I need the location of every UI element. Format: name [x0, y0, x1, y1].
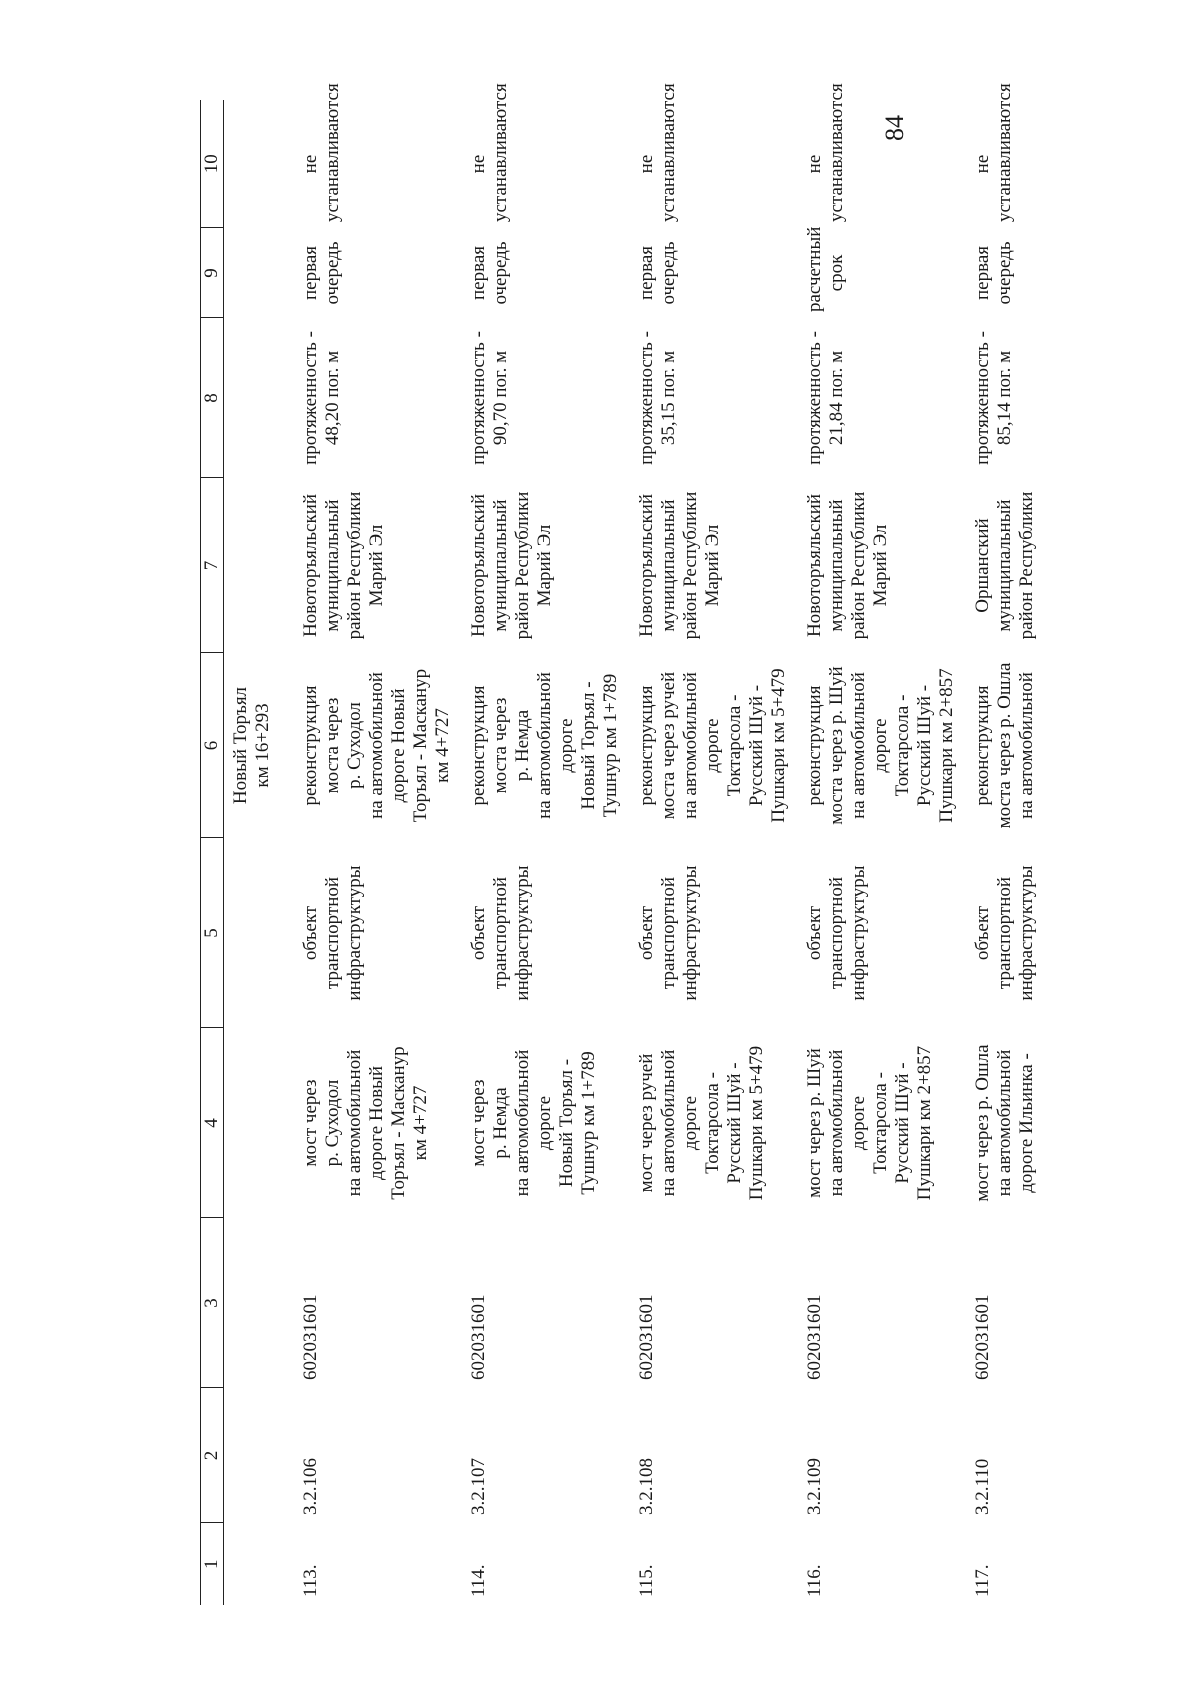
row-location: Новоторъяльский муниципальный район Республики Марий Эл	[636, 491, 723, 640]
row-characteristic: протяженность - 35,15 пог. м	[636, 331, 679, 465]
row-zones: не устанавливаются	[804, 83, 847, 222]
header-col-10: 10	[201, 100, 224, 228]
header-row	[201, 100, 224, 1605]
row-term: первая очередь	[300, 241, 343, 305]
header-col-6: 6	[201, 653, 224, 838]
rotated-table-wrapper	[200, 83, 1200, 1605]
row-code: 3.2.109	[804, 1458, 825, 1515]
row-term: первая очередь	[972, 241, 1015, 305]
continuation-row	[224, 100, 287, 1605]
row-zones: не устанавливаются	[636, 83, 679, 222]
row-term: первая очередь	[468, 241, 511, 305]
row-code: 3.2.110	[972, 1458, 993, 1515]
row-characteristic: протяженность - 48,20 пог. м	[300, 331, 343, 465]
row-code: 3.2.108	[636, 1458, 657, 1515]
row-oktmo: 602031601	[468, 1294, 489, 1380]
row-object-name: мост через р. Ошла на автомобильной дороге Ильинка -	[972, 1044, 1037, 1202]
row-zones: не устанавливаются	[468, 83, 511, 222]
row-object-type: объект транспортной инфраструктуры	[636, 865, 701, 1001]
row-characteristic: протяженность - 85,14 пог. м	[972, 331, 1015, 465]
header-col-4: 4	[201, 1028, 224, 1218]
row-object-name: мост через р. Немда на автомобильной дороге Новый Торъял - Тушнур км 1+789	[468, 1049, 599, 1197]
header-col-7: 7	[201, 478, 224, 653]
row-location: Оршанский муниципальный район Республики	[972, 491, 1037, 640]
row-number: 114.	[468, 1564, 489, 1597]
table-row	[958, 100, 1084, 1605]
row-oktmo: 602031601	[972, 1294, 993, 1380]
row-number: 115.	[636, 1564, 657, 1597]
row-code: 3.2.106	[300, 1458, 321, 1515]
table-row	[286, 100, 454, 1605]
objects-table	[200, 83, 1084, 1605]
row-number: 113.	[300, 1564, 321, 1597]
row-code: 3.2.107	[468, 1458, 489, 1515]
row-location: Новоторъяльский муниципальный район Республики Марий Эл	[300, 491, 387, 640]
continuation-cell: Новый Торъял км 16+293	[230, 686, 273, 805]
row-object-name: мост через р. Суходол на автомобильной дороге Новый Торъял - Масканур км 4+727	[300, 1046, 431, 1200]
row-purpose: реконструкция моста через р. Суходол на автомобильной дороге Новый Торъял - Масканур км 4+727	[300, 668, 453, 823]
row-purpose: реконструкция моста через р. Немда на автомобильной дороге Новый Торъял - Тушнур км 1+789	[468, 672, 621, 819]
row-object-type: объект транспортной инфраструктуры	[804, 865, 869, 1001]
header-col-1: 1	[201, 1523, 224, 1605]
row-zones: не устанавливаются	[972, 83, 1015, 222]
row-number: 116.	[804, 1564, 825, 1597]
header-col-9: 9	[201, 228, 224, 318]
row-object-type: объект транспортной инфраструктуры	[468, 865, 533, 1001]
table-row	[454, 100, 622, 1605]
table-row	[790, 100, 958, 1605]
row-purpose: реконструкция моста через ручей на автомобильной дороге Токтарсола - Русский Шуй - Пушкари км 5+479	[636, 668, 789, 823]
row-characteristic: протяженность - 21,84 пог. м	[804, 331, 847, 465]
row-purpose: реконструкция моста через р. Шуй на автомобильной дороге Токтарсола - Русский Шуй - Пушкари км 2+857	[804, 666, 957, 825]
table-row	[622, 100, 790, 1605]
row-term: первая очередь	[636, 241, 679, 305]
row-oktmo: 602031601	[300, 1294, 321, 1380]
row-purpose: реконструкция моста через р. Ошла на автомобильной	[972, 662, 1037, 829]
header-col-8: 8	[201, 318, 224, 478]
row-location: Новоторъяльский муниципальный район Республики Марий Эл	[804, 491, 891, 640]
page-number: 84	[880, 115, 909, 141]
row-location: Новоторъяльский муниципальный район Республики Марий Эл	[468, 491, 555, 640]
row-oktmo: 602031601	[804, 1294, 825, 1380]
row-term: расчетный срок	[804, 226, 847, 312]
row-zones: не устанавливаются	[300, 83, 343, 222]
row-object-name: мост через ручей на автомобильной дороге Токтарсола - Русский Шуй - Пушкари км 5+479	[636, 1045, 767, 1201]
row-object-type: объект транспортной инфраструктуры	[972, 865, 1037, 1001]
row-object-type: объект транспортной инфраструктуры	[300, 865, 365, 1001]
row-characteristic: протяженность - 90,70 пог. м	[468, 331, 511, 465]
header-col-2: 2	[201, 1388, 224, 1523]
header-col-5: 5	[201, 838, 224, 1028]
row-number: 117.	[972, 1564, 993, 1597]
row-oktmo: 602031601	[636, 1294, 657, 1380]
header-col-3: 3	[201, 1218, 224, 1388]
row-object-name: мост через р. Шуй на автомобильной дороге Токтарсола - Русский Шуй - Пушкари км 2+857	[804, 1045, 935, 1201]
